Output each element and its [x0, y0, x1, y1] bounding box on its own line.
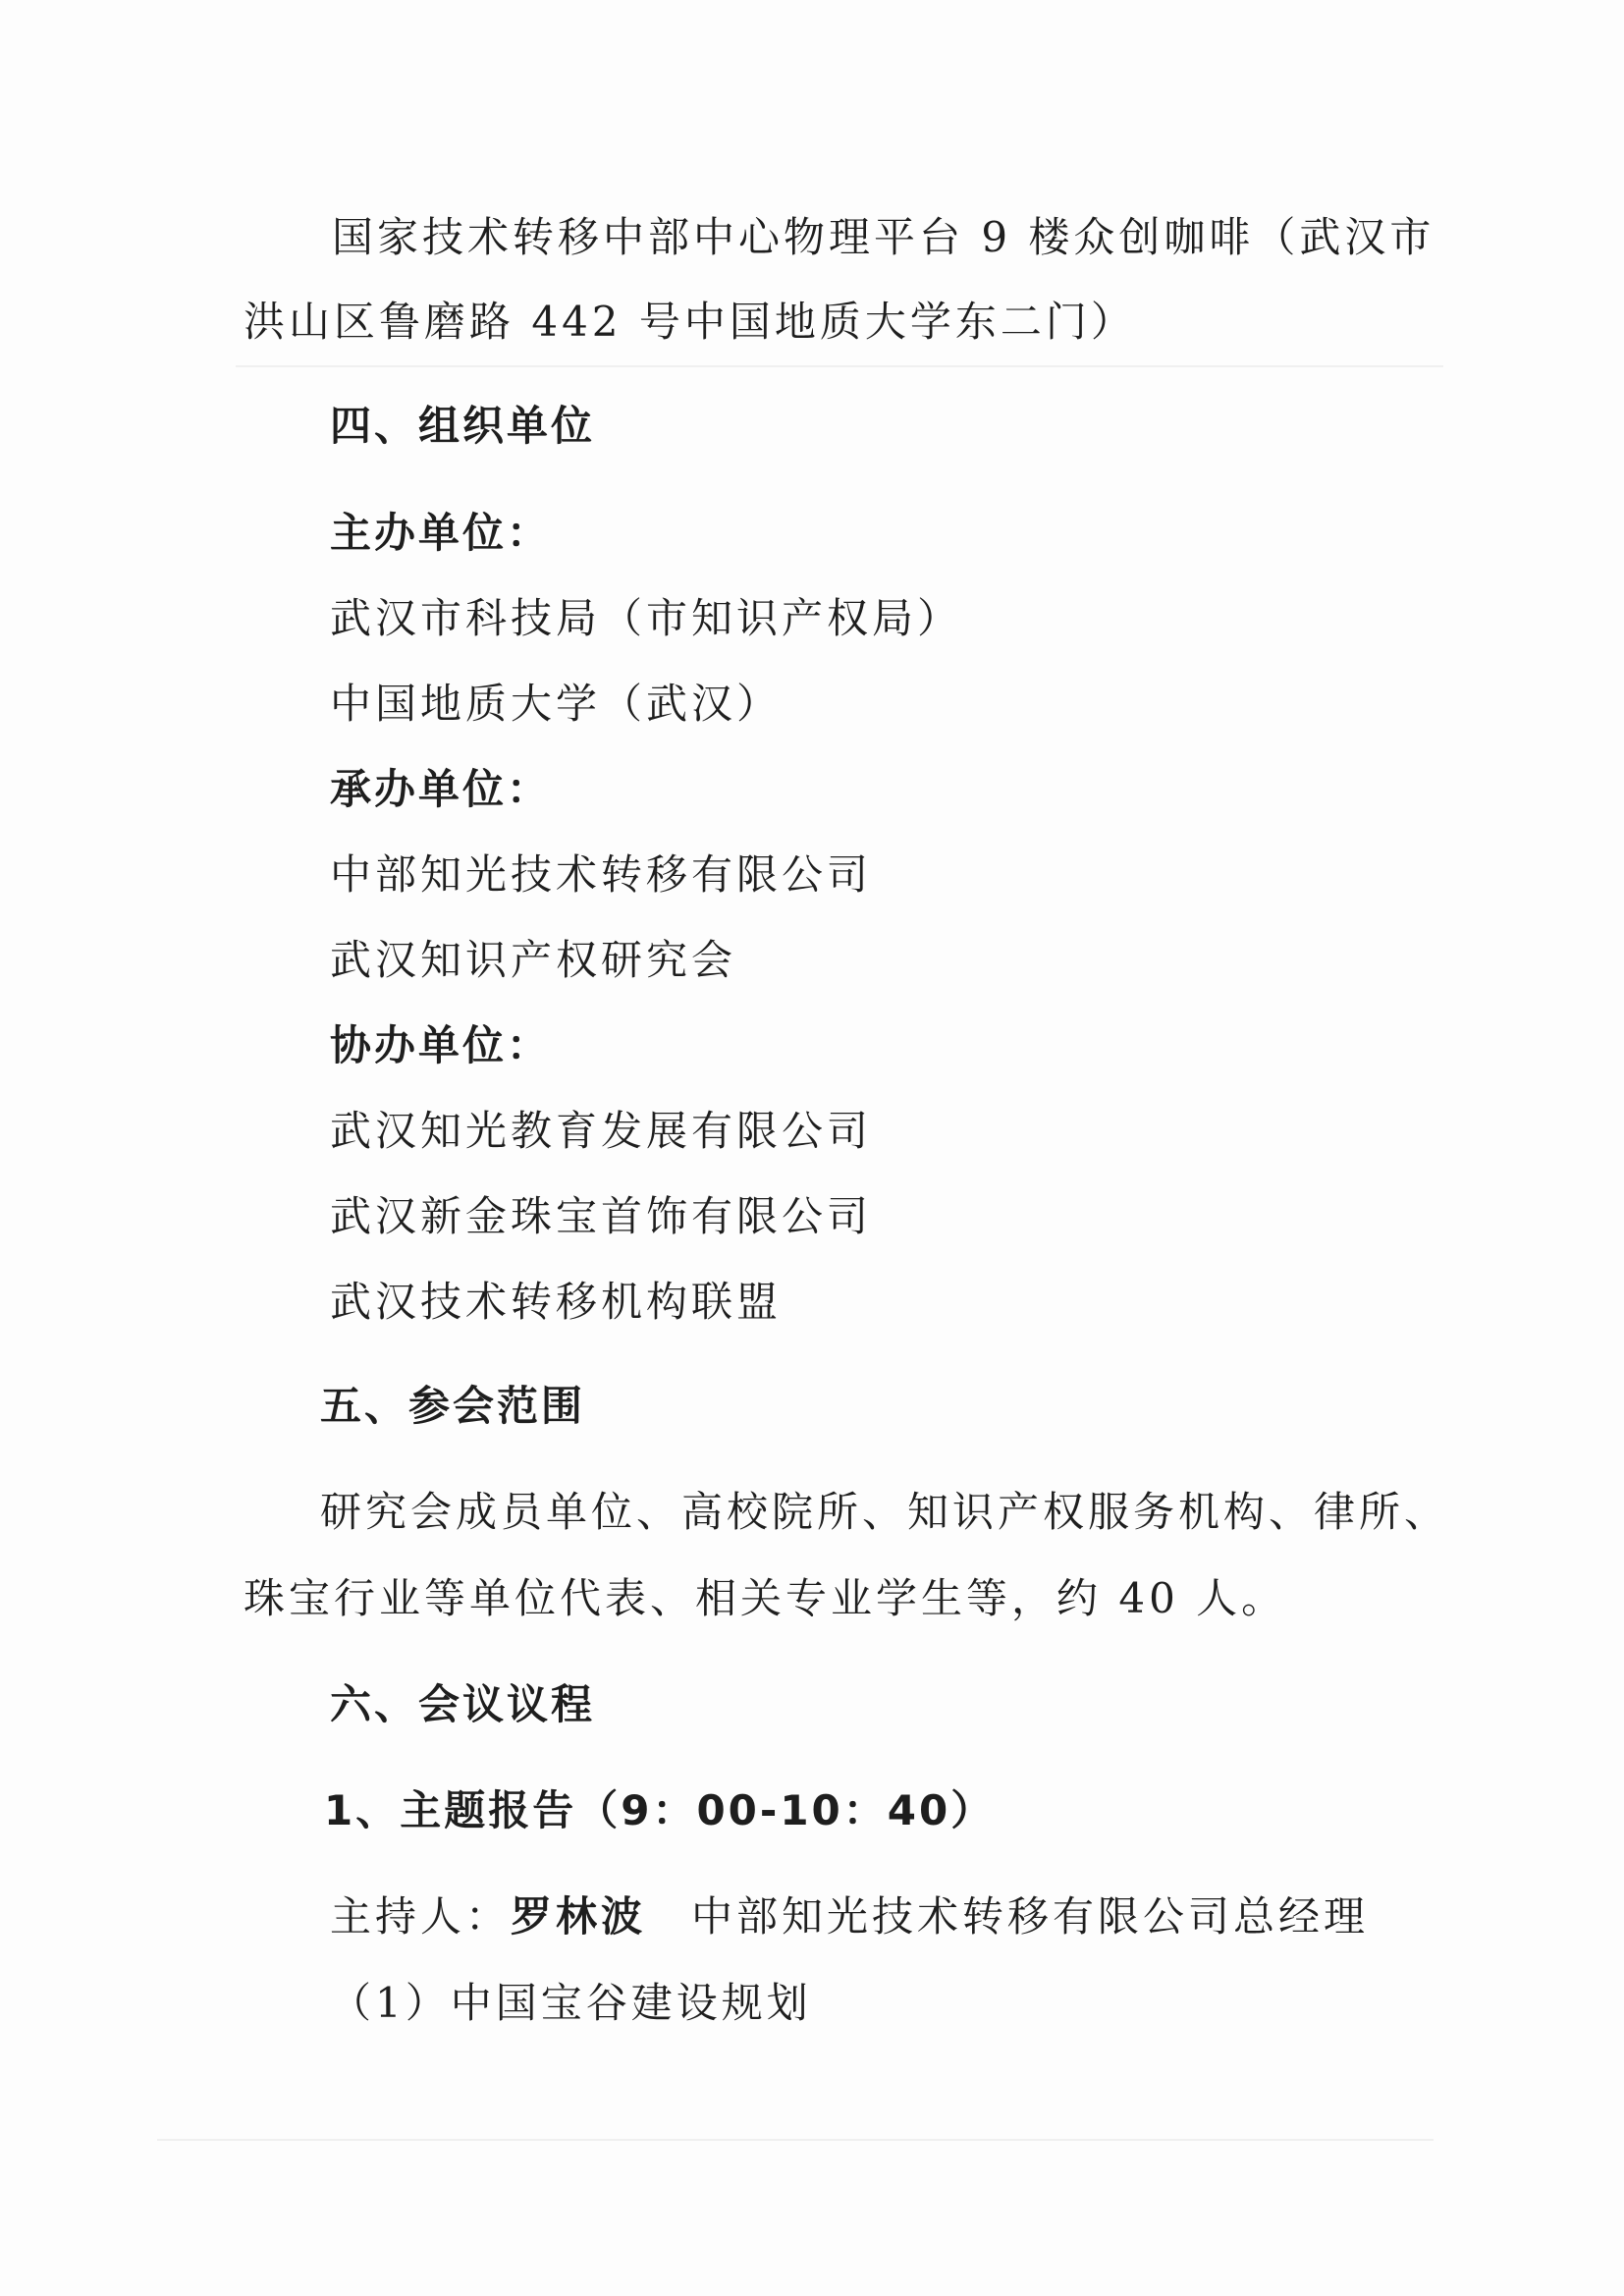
- moderator-name: 罗林波: [511, 1892, 647, 1941]
- attendee-scope-line-1: 研究会成员单位、高校院所、知识产权服务机构、律所、: [320, 1488, 1450, 1536]
- co-organizer-item: 武汉知光教育发展有限公司: [330, 1107, 873, 1155]
- section-6-title: 六、会议议程: [330, 1680, 596, 1728]
- organizer-label: 承办单位：: [330, 765, 552, 813]
- agenda-item-1: 1、主题报告（9：00-10：40）: [324, 1786, 996, 1834]
- attendee-scope-line-2: 珠宝行业等单位代表、相关专业学生等，约 40 人。: [244, 1574, 1287, 1622]
- organizer-item: 中部知光技术转移有限公司: [330, 850, 873, 899]
- venue-line-2: 洪山区鲁磨路 442 号中国地质大学东二门）: [244, 298, 1136, 346]
- co-organizer-item: 武汉技术转移机构联盟: [330, 1278, 783, 1326]
- moderator-title: 中部知光技术转移有限公司总经理: [691, 1892, 1370, 1941]
- host-item: 中国地质大学（武汉）: [330, 680, 783, 728]
- scan-artifact-line: [157, 2139, 1434, 2141]
- co-organizer-item: 武汉新金珠宝首饰有限公司: [330, 1192, 873, 1240]
- co-organizer-label: 协办单位：: [330, 1021, 552, 1069]
- venue-line-1: 国家技术转移中部中心物理平台 9 楼众创咖啡（武汉市: [332, 213, 1435, 261]
- moderator-line: [330, 1889, 1369, 1944]
- host-label: 主办单位：: [330, 509, 552, 557]
- moderator-prefix: 主持人：: [330, 1892, 512, 1941]
- scan-artifact-line: [236, 365, 1443, 367]
- section-4-title: 四、组织单位: [330, 402, 596, 450]
- section-5-title: 五、参会范围: [320, 1382, 586, 1430]
- host-item: 武汉市科技局（市知识产权局）: [330, 594, 963, 642]
- organizer-item: 武汉知识产权研究会: [330, 936, 737, 984]
- agenda-sub-item-1: （1）中国宝谷建设规划: [330, 1979, 812, 2027]
